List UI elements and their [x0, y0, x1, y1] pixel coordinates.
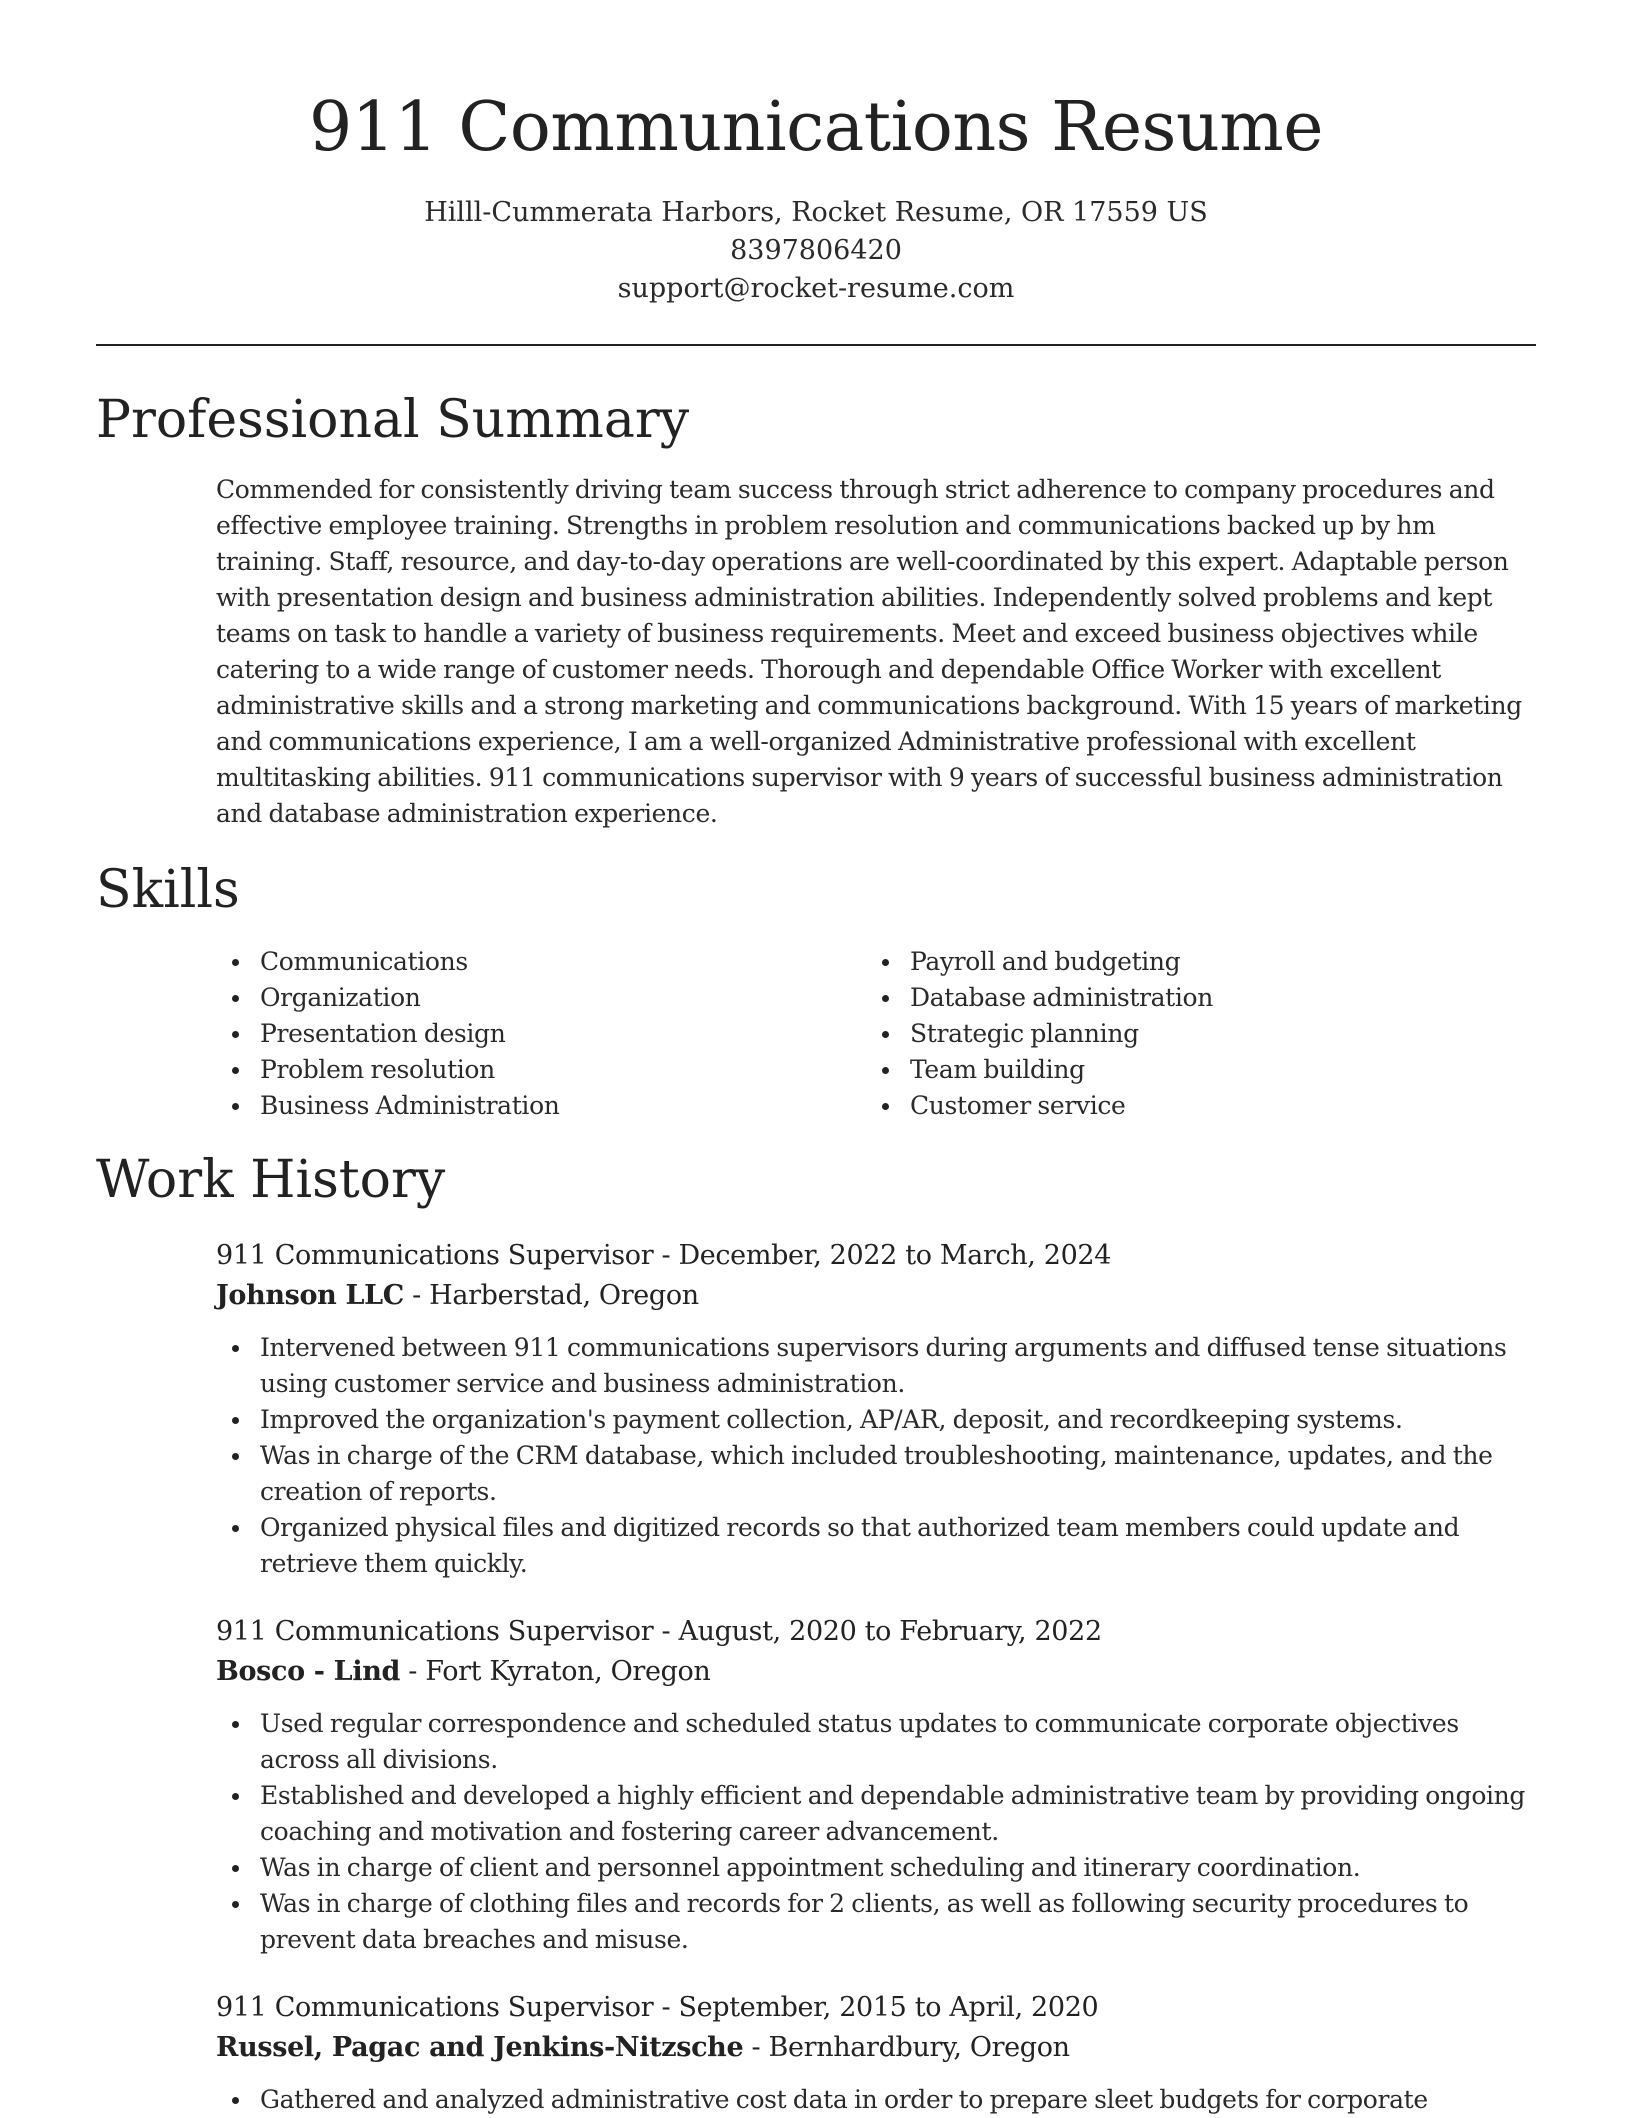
job-title-line	[216, 1236, 1536, 1276]
job-title-line	[216, 1988, 1536, 2028]
job-bullet: Established and developed a highly efficient and dependable administrative team by providing ongoing coaching and motivation and fostering career advancement.	[216, 1778, 1536, 1850]
job-dates: - September, 2015 to April, 2020	[653, 1992, 1099, 2023]
skill-item: Customer service	[866, 1088, 1516, 1124]
job-entry	[216, 1988, 1536, 2118]
job-location: - Bernhardbury, Oregon	[743, 2032, 1070, 2063]
job-dates: - December, 2022 to March, 2024	[653, 1240, 1112, 1271]
skill-item: Business Administration	[216, 1088, 866, 1124]
resume-title: 911 Communications Resume	[309, 88, 1323, 167]
job-title: 911 Communications Supervisor	[216, 1240, 654, 1271]
job-bullet: Gathered and analyzed administrative cost data in order to prepare sleet budgets for corporate	[216, 2082, 1536, 2118]
job-bullet: Was in charge of clothing files and records for 2 clients, as well as following security procedures to prevent data breaches and misuse.	[216, 1886, 1536, 1958]
work-history-heading: Work History	[96, 1150, 446, 1210]
work-history-list	[96, 1236, 1536, 2118]
job-bullets	[216, 1706, 1536, 1958]
contact-phone: 8397806420	[730, 235, 902, 266]
skill-item: Presentation design	[216, 1016, 866, 1052]
skill-item: Organization	[216, 980, 866, 1016]
job-bullet: Improved the organization's payment collection, AP/AR, deposit, and recordkeeping systems.	[216, 1402, 1536, 1438]
job-title: 911 Communications Supervisor	[216, 1616, 654, 1647]
job-bullet: Organized physical files and digitized records so that authorized team members could update and retrieve them quickly.	[216, 1510, 1536, 1582]
job-company: Russel, Pagac and Jenkins-Nitzsche	[216, 2032, 744, 2063]
job-bullet: Intervened between 911 communications supervisors during arguments and diffused tense situations using customer service and business administration.	[216, 1330, 1536, 1402]
job-company: Bosco - Lind	[216, 1656, 401, 1687]
skill-item: Payroll and budgeting	[866, 944, 1516, 980]
skills-column-left	[216, 944, 866, 1124]
job-bullets	[216, 1330, 1536, 1582]
job-company-line	[216, 1276, 1536, 1316]
skills-column-right	[866, 944, 1516, 1124]
job-dates: - August, 2020 to February, 2022	[653, 1616, 1102, 1647]
job-bullet: Was in charge of the CRM database, which included troubleshooting, maintenance, updates, and the creation of reports.	[216, 1438, 1536, 1510]
job-title-line	[216, 1612, 1536, 1652]
skill-item: Strategic planning	[866, 1016, 1516, 1052]
skill-item: Problem resolution	[216, 1052, 866, 1088]
job-entry	[216, 1236, 1536, 1582]
job-company: Johnson LLC	[216, 1280, 404, 1311]
job-title: 911 Communications Supervisor	[216, 1992, 654, 2023]
skill-item: Database administration	[866, 980, 1516, 1016]
job-location: - Harberstad, Oregon	[403, 1280, 699, 1311]
contact-block	[96, 194, 1536, 308]
contact-email: support@rocket-resume.com	[617, 273, 1015, 304]
resume-page	[96, 0, 1536, 2118]
job-bullet: Used regular correspondence and scheduled status updates to communicate corporate objectives across all divisions.	[216, 1706, 1536, 1778]
header-divider	[96, 344, 1536, 346]
job-bullets	[216, 2082, 1536, 2118]
job-bullet: Was in charge of client and personnel appointment scheduling and itinerary coordination.	[216, 1850, 1536, 1886]
job-company-line	[216, 2028, 1536, 2068]
skills-heading: Skills	[96, 860, 240, 920]
summary-heading: Professional Summary	[96, 390, 690, 450]
contact-address: Hilll-Cummerata Harbors, Rocket Resume, OR 17559 US	[424, 197, 1208, 228]
job-entry	[216, 1612, 1536, 1958]
skill-item: Communications	[216, 944, 866, 980]
skill-item: Team building	[866, 1052, 1516, 1088]
job-location: - Fort Kyraton, Oregon	[400, 1656, 711, 1687]
skills-list	[216, 944, 1536, 1124]
summary-text: Commended for consistently driving team success through strict adherence to company procedures and effective employee training. Strengths in problem resolution and communications backed up by hm training. Staff, resource, and day-to-day operations are well-coordinated by this expert. Adaptable person with presentation design and business administration abilities. Independently solved problems and kept teams on task to handle a variety of business requirements. Meet and exceed business objectives while catering to a wide range of customer needs. Thorough and dependable Office Worker with excellent administrative skills and a strong marketing and communications background. With 15 years of marketing and communications experience, I am a well-organized Administrative professional with excellent multitasking abilities. 911 communications supervisor with 9 years of successful business administration and database administration experience.	[216, 475, 1522, 828]
job-company-line	[216, 1652, 1536, 1692]
